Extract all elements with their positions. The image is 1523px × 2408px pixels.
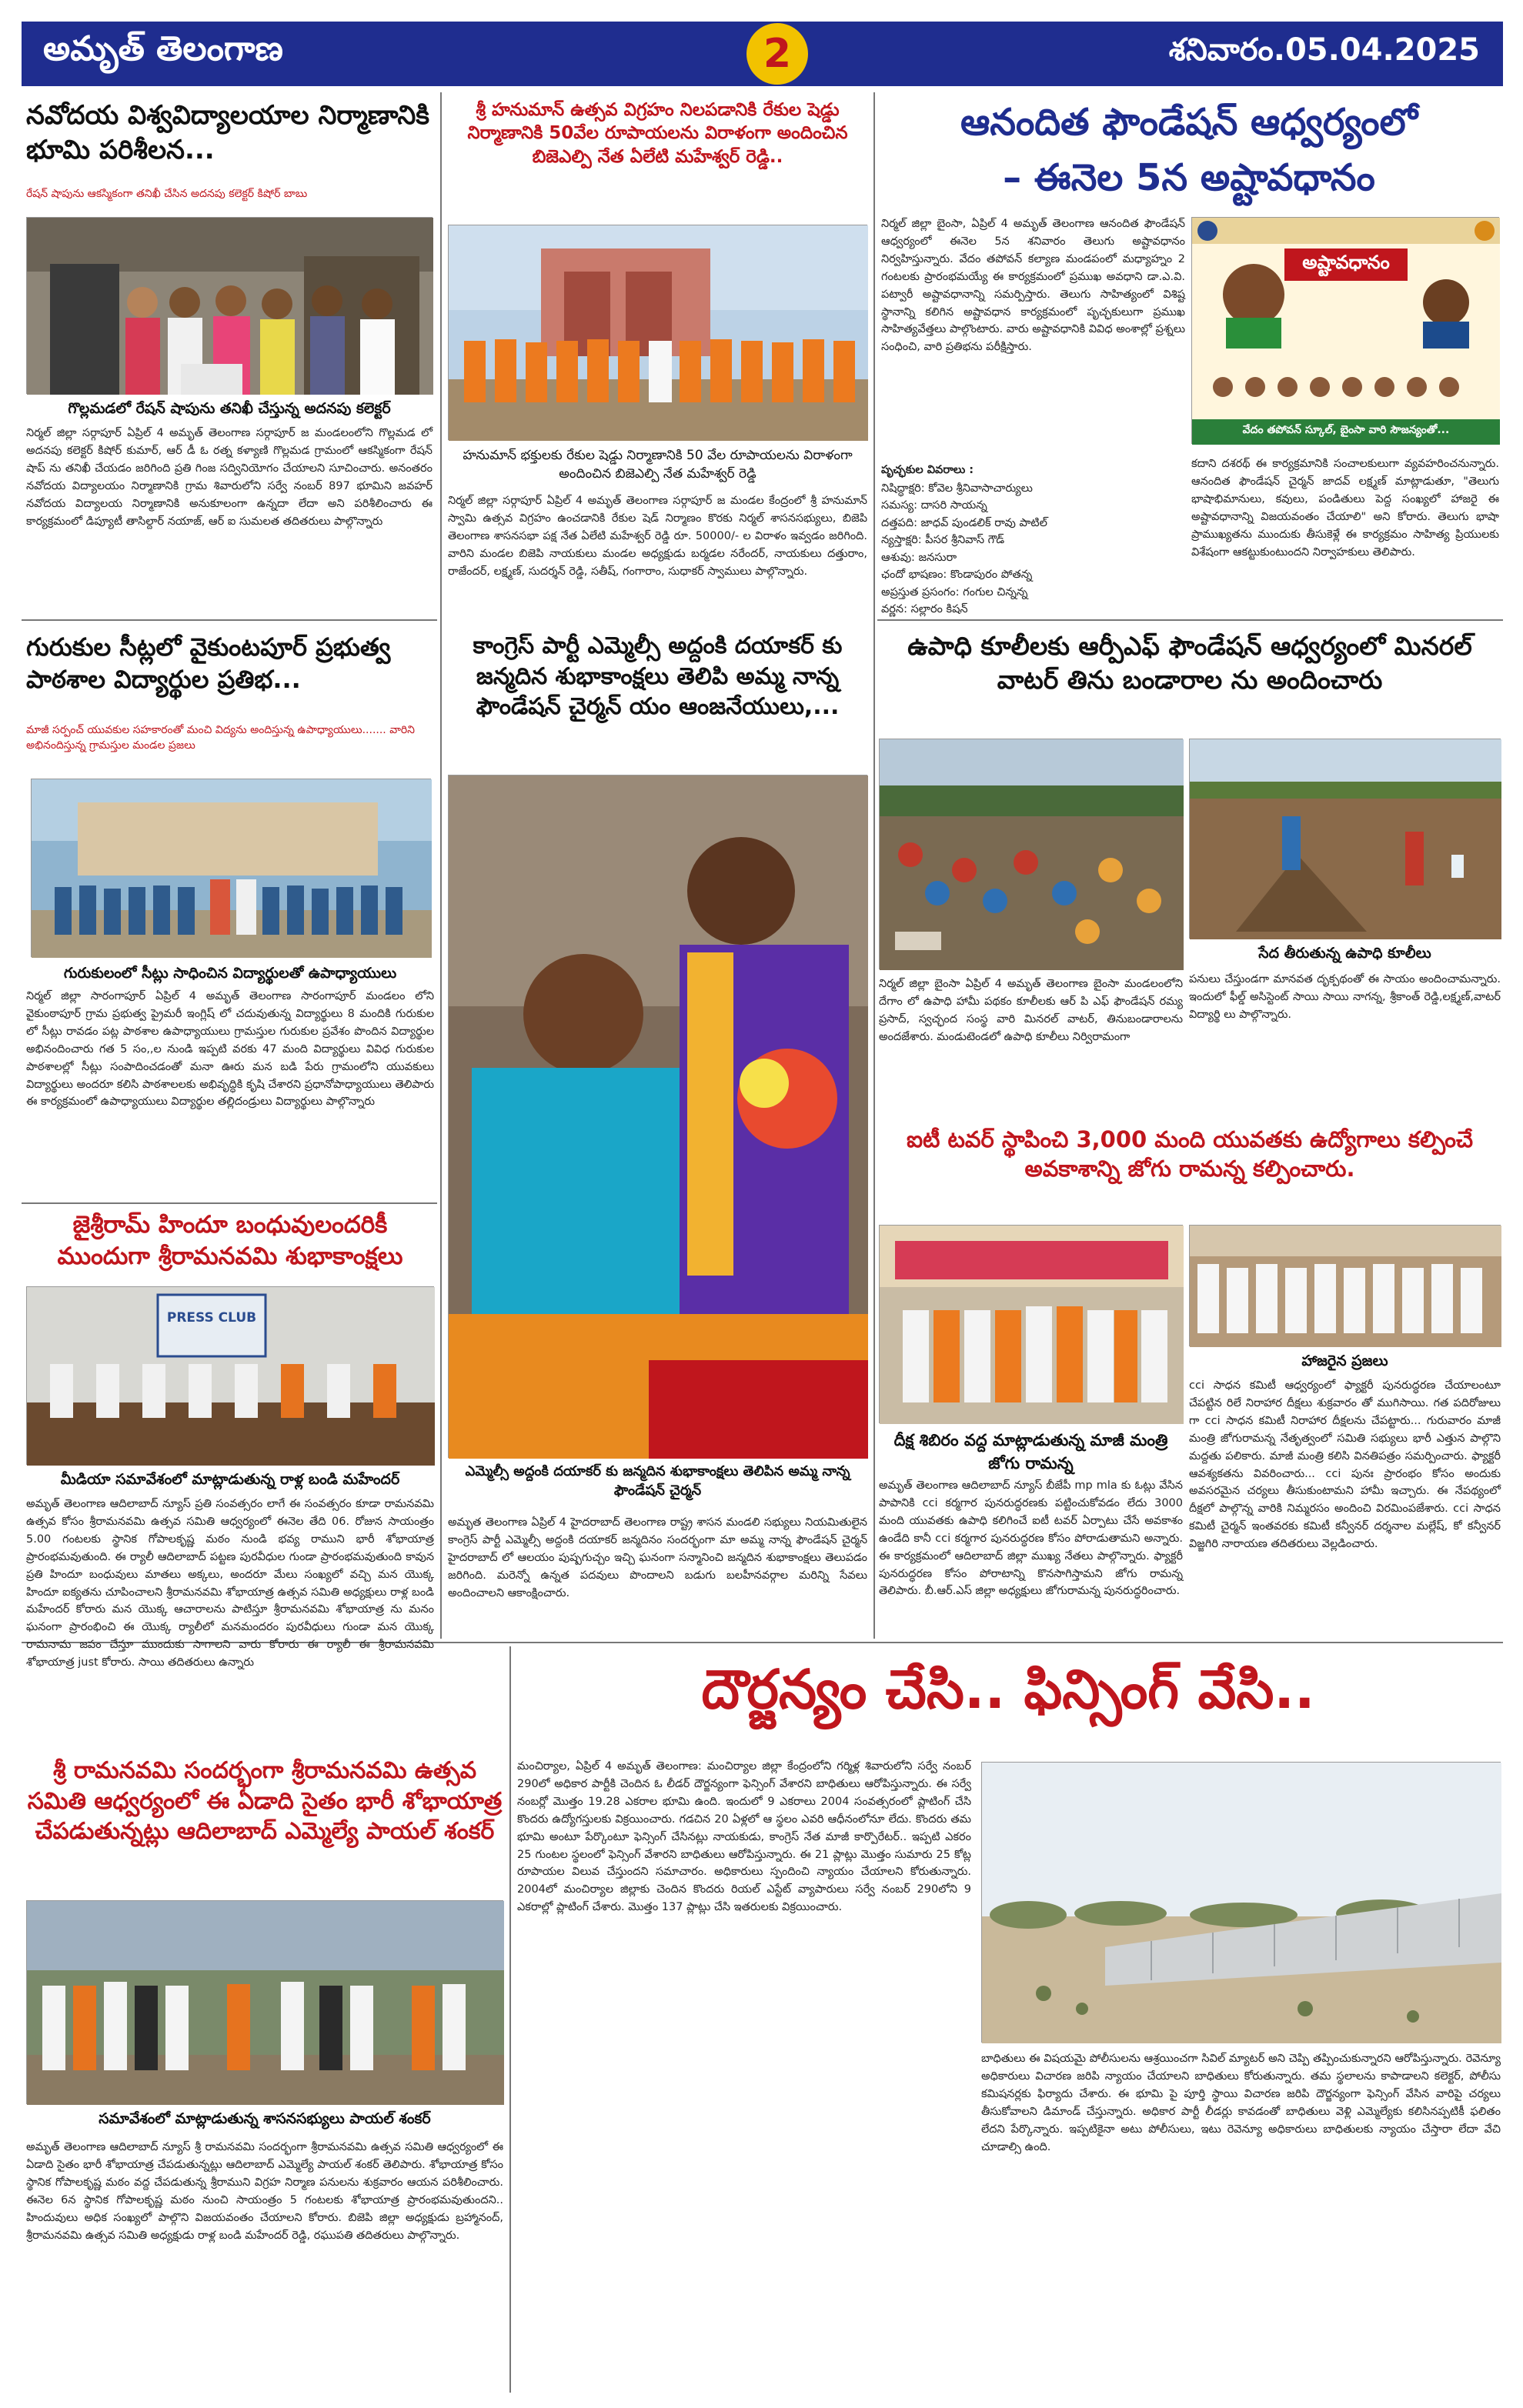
story-byline: మాజీ సర్పంచ్ యువకుల సహకారంతో మంచి విద్యను అందిస్తున్న ఉపాధ్యాయులు....... వారిని అభినందిస్తున్న గ్రామస్తుల మండల ప్రజలు xyxy=(26,724,415,752)
fenced-land-photo xyxy=(981,1762,1501,2043)
story-headline: జైశ్రీరామ్ హిందూ బంధువులందరికీ ముందుగా శ్రీరామనవమి శుభాకాంక్షలు xyxy=(57,1211,403,1270)
story-body: అమృత తెలంగాణ ఏప్రిల్ 4 హైదరాబాద్ తెలంగాణ రాష్ట్ర శాసన మండలి సభ్యులు నియమితులైన కాంగ్రెస్ పార్టీ ఎమ్మెల్సీ అద్దంకి దయాకర్ జన్మదినం సందర్భంగా మా అమ్మ నాన్న ఫౌండేషన్ చైర్మన్ హైదరాబాద్ లో ఆలయం పుష్పగుచ్చం ఇచ్చి ఘనంగా సన్మానించి జన్మదిన శుభాకాంక్షలు తెలుపడం జరిగింది. మరెన్నో ఉన్నత పదవులు పొందాలని బడుగు బలహీనవర్గాల మరిన్ని సేవలు అందించాలని ఆకాంక్షించారు. xyxy=(448,1516,867,1599)
mla-meeting-photo xyxy=(26,1900,503,2104)
avadhanam-poster xyxy=(1191,217,1499,444)
photo-caption: గురుకులంలో సీట్లు సాధించిన విద్యార్థులతో ఉపాధ్యాయులు xyxy=(63,965,397,982)
issue-date: శనివారం.05.04.2025 xyxy=(1168,32,1480,68)
page-number: 2 xyxy=(746,23,808,85)
story-body: cci సాధన కమిటీ ఆధ్వర్యంలో ఫ్యాక్టరీ పునరుద్ధరణ చేయాలంటూ చేపట్టిన రిలే నిరాహార దీక్షలు శుక్రవారం తో ముగిసాయి. గత పదిరోజులు గా cci సాధన కమిటీ నిరాహార దీక్షలను చేపట్టారు... గురువారం మాజీ మంత్రి జోగురామన్న నేతృత్వంలో సమితి సభ్యులు భారీ ఎత్తున పాల్గొని మద్దతు పలికారు. మాజీ మంత్రి కలిసి వినతిపత్రం సమర్పించారు. ఫ్యాక్టరీ ఆవశ్యకతను వివరించారు... cci పునః ప్రారంభం కోసం అందుకు అవసరమైన చర్యలు తీసుకుంటామని హామీ ఇచ్చారు. ఈ నేపథ్యంలో దీక్షలో పాల్గొన్న వారికి నిమ్మరసం అందించి విరమింపజేశారు. cci సాధన కమిటీ చైర్మన్ ఇంతవరకు కమిటీ కన్వీనర్ దర్శనాల మల్లేష్, కో కన్వీనర్ విజ్జగిరి నారాయణ తదితరులు వెల్లడించారు. xyxy=(1189,1379,1501,1551)
story-headline: దౌర్జన్యం చేసి.. ఫిన్సింగ్ వేసి.. xyxy=(701,1658,1315,1721)
section-rule xyxy=(22,619,437,621)
role-item: దత్తపది: జాధవ్ పుండలిక్ రావు పాటిల్ xyxy=(881,516,1047,529)
role-item: వర్ణన: సల్లారం కిషన్ xyxy=(881,603,968,616)
story-headline: నవోదయ విశ్వవిద్యాలయాల నిర్మాణానికి భూమి పరిశీలన... xyxy=(26,100,430,165)
story-headline: శ్రీ హనుమాన్ ఉత్సవ విగ్రహం నిలపడానికి రేకుల షెడ్డు నిర్మాణానికి 50వేల రూపాయలను విరాళంగా అందించిన బిజెఎల్పి నేత ఏలేటి మహేశ్వర్ రెడ్డి.. xyxy=(467,100,848,167)
role-item: ఛందో భాషణం: కొండాపురం పోతన్న xyxy=(881,569,1033,582)
story-body: బాధితులు ఈ విషయమై పోలీసులను ఆశ్రయించగా సివిల్ మ్యాటర్ అని చెప్పి తప్పించుకున్నారని ఆరోపిస్తున్నారు. రెవెన్యూ అధికారులు విచారణ జరిపి న్యాయం చేయాలని బాధితులు కోరుతున్నారు. తమ స్థలాలను కాపాడాలని కలెక్టర్, పోలీసు కమిషనర్లకు ఫిర్యాదు చేశారు. ఈ భూమి పై పూర్తి స్థాయి విచారణ జరిపి దౌర్జన్యంగా ఫెన్సింగ్ వేసిన వారిపై చర్యలు తీసుకోవాలని డిమాండ్ చేస్తున్నారు. అధికార పార్టీ లీడర్లు కావడంతో బాధితులు వెళ్లి ఎమ్మెల్యేకు కలిసినప్పటికీ ఫలితం లేదని పేర్కొన్నారు. ఇప్పటికైనా అటు పోలీసులు, ఇటు రెవెన్యూ అధికారులు బాధితులకు న్యాయం చేస్తారా లేదా వేచి చూడాల్సి ఉంది. xyxy=(981,2053,1501,2153)
story-body: అమృత్ తెలంగాణ ఆదిలాబాద్ న్యూస్ బీజేపీ mp mla కు ఓట్లు వేసిన పాపానికి cci కర్మగార పునరుద్ధరణకు పట్టించుకోవడం లేదు 3000 మంది యువతకు ఉపాధి కలిగించే ఐటీ టవర్ ఏర్పాటు చేసే అవకాశం ఉండేది కానీ cci కర్మగార పునరుద్ధరణ కోసం పోరాడుతామని అన్నారు. ఈ కార్యక్రమంలో ఆదిలాబాద్ జిల్లా ముఖ్య నేతలు పాల్గొన్నారు. ఫ్యాక్టరీ పునరుద్ధరణ కోసం పోరాటాన్ని కొనసాగిస్తామని జోగు రామన్న తెలిపారు. బీ.ఆర్.ఎస్ జిల్లా అధ్యక్షులు జోగురామన్న పునరుద్ధరించారు. xyxy=(879,1479,1183,1598)
story-headline: ఆనందిత ఫౌండేషన్ ఆధ్వర్యంలో xyxy=(960,101,1418,144)
column-rule xyxy=(509,1646,511,2393)
press-club-banner: PRESS CLUB xyxy=(166,1310,257,1326)
masthead xyxy=(22,22,1503,86)
photo-caption: దీక్ష శిబిరం వద్ద మాట్లాడుతున్న మాజీ మంత్రి జోగు రామన్న xyxy=(893,1431,1168,1472)
story-body: పనులు చేస్తుండగా మానవత దృక్పథంతో ఈ సాయం అందించామన్నారు. ఇందులో ఫీల్డ్ అసిస్టెంట్ సాయి సాయి నాగన్న, శ్రీకాంత్ రెడ్డి,లక్ష్మణ్,వాటర్ విద్యార్థి లు పాల్గొన్నారు. xyxy=(1189,973,1501,1021)
poster-footer: వేదం తపోవన్ స్కూల్, బైంసా వారి సౌజన్యంతో... xyxy=(1242,424,1450,436)
photo-caption: ఎమ్మెల్సీ అద్దంకి దయాకర్ కు జన్మదిన శుభాకాంక్షలు తెలిపిన అమ్మ నాన్న ఫౌండేషన్ చైర్మన్ xyxy=(465,1463,850,1499)
story-body: నిర్మల్ జిల్లా సారంగాపూర్ ఏప్రిల్ 4 అమృత్ తెలంగాణ సారంగాపూర్ మండలం లోని వైకుంఠాపూర్ గ్రామ ప్రభుత్వ ప్రైమరీ ఇంగ్లిష్ లో చదువుతున్న విద్యార్థులు 8 మందికి గురుకుల లో సీట్లు రావడం పట్ల పాఠశాల ఉపాధ్యాయులు గ్రామస్తుల గురుకుల ప్రవేశం పొందిన విద్యార్థుల అభినందించారు గత 5 సం,,ల నుండి ఇప్పటి వరకు 47 మంది విద్యార్థులు వివిధ గురుకుల పాఠశాలల్లో సీట్లు సంపాదించడంతో మనా ఊరు మన బడి పేరు గ్రామంలోని యువకులు విద్యార్థులు అందరూ కలిసి పాఠశాలలకు అభివృద్ధికి కృషి చేశారని ప్రధానోపాధ్యాయులు తెలిపారు ఈ కార్యక్రమంలో ఉపాధ్యాయులు విద్యార్థుల తల్లిదండ్రులు విద్యార్థులు పాల్గొన్నారు xyxy=(26,990,434,1109)
story-body: మంచిర్యాల, ఏప్రిల్ 4 అమృత్ తెలంగాణ: మంచిర్యాల జిల్లా కేంద్రంలోని గర్మిళ్ల శివారులోని సర్వే నంబర్ 290లో అధికార పార్టీకి చెందిన ఓ లీడర్ దౌర్జన్యంగా ఫెన్సింగ్ వేశారని బాధితులు ఆరోపిస్తున్నారు. ఈ సర్వే నంబర్లో మొత్తం 19.28 ఎకరాల భూమి ఉంది. ఇందులో 9 ఎకరాలు 2004 సంవత్సరంలో ప్లాటింగ్ చేసి కొందరు ఉద్యోగస్తులకు విక్రయించారు. గడచిన 20 ఏళ్లలో ఆ స్థలం ఎవరి ఆధీనంలోనూ లేదు. కొందరు తమ భూమి అంటూ పేర్కొంటూ ఫెన్సింగ్ చేసినట్లు నాయకుడు, కాంగ్రెస్ నేత మాజీ కార్పొరేటర్.. ఇప్పటి ఎకరం 25 గుంటల స్థలంలో ఫెన్సింగ్ వేశారని బాధితులు ఆరోపిస్తున్నారు. ఈ 21 ప్లాట్లు మొత్తం సుమారు 25 కోట్ల రూపాయల విలువ చేస్తుందని సమాచారం. అధికారులు స్పందించి న్యాయం చేయాలని కోరుతున్నారు. 2004లో మంచిర్యాల జిల్లాకు చెందిన కొందరు రియల్ ఎస్టేట్ వ్యాపారులు సర్వే నంబర్ 290లోని 9 ఎకరాల్లో ప్లాటింగ్ చేశారు. మొత్తం 137 ప్లాట్లు చేసి ఇతరులకు విక్రయించారు. xyxy=(517,1760,971,1914)
role-item: సమస్య: దాసరి సాయన్న xyxy=(881,499,987,512)
role-item: న్యస్తాక్షరి: పీసర శ్రీనివాస్ గౌడ్ xyxy=(881,534,1005,547)
role-item: అప్రస్తుత ప్రసంగం: గంగుల చిన్నన్న xyxy=(881,585,1028,599)
work-site-photo xyxy=(1189,739,1501,939)
story-headline: కాంగ్రెస్ పార్టీ ఎమ్మెల్సీ అద్దంకి దయాకర్ కు జన్మదిన శుభాకాంక్షలు తెలిపి అమ్మ నాన్న ఫౌండేషన్ చైర్మన్ యం ఆంజనేయులు,... xyxy=(473,632,843,721)
press-club-photo xyxy=(26,1286,434,1465)
story-body: కదాని దశరథ్ ఈ కార్యక్రమానికి సంచాలకులుగా వ్యవహరించనున్నారు. ఆనందిత ఫౌండేషన్ చైర్మన్ జాదవ్ లక్ష్మణ్ మాట్లాడుతూ, "తెలుగు భాషాభిమానులు, కవులు, పండితులు పెద్ద సంఖ్యలో హాజరై ఈ అష్టావధానాన్ని విజయవంతం చేయాలి" అని కోరారు. తెలుగు భాషా ప్రాముఖ్యతను ముందుకు తీసుకెళ్లే ఈ కార్యక్రమం సాహిత్య ప్రియులకు విశేషంగా ఆకట్టుకుంటుందని నిర్వాహకులు తెలిపారు. xyxy=(1191,458,1499,559)
story-body: నిర్మల్ జిల్లా సర్గాపూర్ ఏప్రిల్ 4 అమృత్ తెలంగాణ సర్గాపూర్ జ మండల కేంద్రంలో శ్రీ హనుమాన్ స్వామి ఉత్సవ విగ్రహం ఉంచడానికి రేకుల షెడ్ నిర్మాణం కొరకు నిర్మల్ శాసనసభ్యులు, బిజెపి తెలంగాణ శాసనసభా పక్ష నేత ఏలేటి మహేశ్వర్ రెడ్డి రూ. 50000/- ల విరాళం ఇవ్వడం జరిగింది. వారిని మండల బిజెపి నాయకులు మండల అధ్యక్షుడు బర్మడల నరేందర్, నాయకులు దత్తురాం, రాజేందర్, లక్ష్మణ్, సుదర్శన్ రెడ్డి, సతీష్, గంగారాం, సుధాకర్ స్వాములు పాల్గొన్నారు. xyxy=(448,495,867,578)
story-body: నిర్మల్ జిల్లా సర్గాపూర్ ఏప్రిల్ 4 అమృత్ తెలంగాణ సర్గాపూర్ జ మండలంలోని గొల్లమడ లో అదనపు కలెక్టర్ కిషోర్ కుమార్, ఆర్ డీ ఓ రత్న కళ్యాణి గొల్లమడ గ్రామంలో ఆకస్మికంగా రేషన్ షాప్ ను తనిఖీ చేయడం జరిగింది ప్రతి గింజ సద్వినియోగం చేయాలని సూచించారు. అనంతరం నవోదయ విద్యాలయం నిర్మాణానికి గ్రామ శివారులోని సర్వే నంబర్ 897 భూమిని జవహర్ నవోదయ విద్యాలయ నిర్మాణానికి అనుకూలంగా ఉన్నదా లేదా అని పరిశీలించారు ఈ కార్యక్రమంలో డిప్యూటీ తాసిల్దార్ నయాజ్, ఆర్ ఐ సుమలత తదితరులు పాల్గొన్నారు xyxy=(26,427,433,528)
gurukul-students-photo xyxy=(31,779,431,957)
role-item: నిషిద్ధాక్షరి: కోవెల శ్రీనివాసాచార్యులు xyxy=(881,482,1033,495)
paper-name: అమృత్ తెలంగాణ xyxy=(43,29,283,68)
story-headline: గురుకుల సీట్లలో వైకుంటపూర్ ప్రభుత్వ పాఠశాల విద్యార్థుల ప్రతిభ... xyxy=(26,632,391,695)
photo-caption: సమావేశంలో మాట్లాడుతున్న శాసనసభ్యులు పాయల్ శంకర్ xyxy=(99,2110,431,2127)
hanuman-temple-photo xyxy=(448,225,867,440)
story-headline: – ఈనెల 5న అష్టావధానం xyxy=(1003,156,1375,199)
story-body: నిర్మల్ జిల్లా బైంసా, ఏప్రిల్ 4 అమృత్ తెలంగాణ ఆనందిత ఫౌండేషన్ ఆధ్వర్యంలో ఈనెల 5న శనివారం తెలుగు అష్టావధానం నిర్వహిస్తున్నారు. వేదం తపోవన్ కల్యాణ మండపంలో మధ్యాహ్నం 2 గంటలకు ప్రారంభమయ్యే ఈ కార్యక్రమంలో ప్రముఖ అవధాని డా.ఎ.వి. పట్వారీ అష్టావధానాన్ని సమర్పిస్తారు. తెలుగు సాహిత్యంలో విశిష్ట స్థానాన్ని కలిగిన అష్టావధాన కార్యక్రమంలో పృచ్ఛకులుగా ప్రముఖ సాహిత్యవేత్తలు పాల్గొంటారు. వారు అష్టావధానికి వివిధ అంశాల్లో ప్రశ్నలు సంధించి, వారి ప్రతిభను పరీక్షిస్తారు. xyxy=(881,218,1185,354)
story-headline: శ్రీ రామనవమి సందర్భంగా శ్రీరామనవమి ఉత్సవ సమితి ఆధ్వర్యంలో ఈ ఏడాది సైతం భారీ శోభాయాత్ర చేపడుతున్నట్లు ఆదిలాబాద్ ఎమ్మెల్యే పాయల్ శంకర్ xyxy=(27,1757,503,1846)
column-rule xyxy=(440,92,442,1639)
story-headline: ఐటీ టవర్ స్థాపించి 3,000 మంది యువతకు ఉద్యోగాలు కల్పించే అవకాశాన్ని జోగు రామన్న కల్పించారు. xyxy=(906,1126,1474,1182)
story-body: అమృత్ తెలంగాణ ఆదిలాబాద్ న్యూస్ ప్రతి సంవత్సరం లాగే ఈ సంవత్సరం కూడా రామనవమి ఉత్సవ కోసం శ్రీరామనవమి ఉత్సవ సమితి ఆధ్వర్యంలో ఈనెల తేది 06. రోజున సాయంత్రం 5.00 గంటలకు స్థానిక గోపాలకృష్ణ మఠం నుండి భవ్య రాముని భారీ శోభాయాత్ర ప్రారంభమవుతుంది. ఈ ర్యాలీ ఆదిలాబాద్ పట్టణ పురవీధుల గుండా ప్రారంభమవుతుంది కావున ప్రతి హిందూ బంధువులు మాతలు అక్కలు, అందరూ మేలు సంఖ్యలో వచ్చి మన యొక్క హిందూ ఐక్యతను చూపించాలని శ్రీరామనవమి శోభాయాత్ర ఉత్సవ సమితి అధ్యక్షులు రాళ్ల బండి మహేందర్ కోరారు మన యొక్క ఆచారాలను పాటిస్తూ శ్రీరామనవమి శోభాయాత్ర ను మనం ఘనంగా ప్రారంభించి ఈ యొక్క ర్యాలీలో మనమందరం పురవీధులు గుండా మన యొక్క రామనామ జపం చేస్తూ ముందుకు సాగాలని వారు కోరారు ఈ ర్యాలీ ఈ శ్రీరామనవమి శోభాయాత్ర just కోరారు. సాయి తదితరులు ఉన్నారు xyxy=(26,1498,434,1669)
story-byline: రేషన్ షాపును ఆకస్మికంగా తనిఖీ చేసిన అదనపు కలెక్టర్ కిషోర్ బాబు xyxy=(26,188,308,200)
story-body: అమృత్ తెలంగాణ ఆదిలాబాద్ న్యూస్ శ్రీ రామనవమి సందర్భంగా శ్రీరామనవమి ఉత్సవ సమితి ఆధ్వర్యంలో ఈ ఏడాది సైతం భారీ శోభాయాత్ర చేపడుతున్నట్లు ఆదిలాబాద్ ఎమ్మెల్యే పాయల్ శంకర్ తెలిపారు. శోభాయాత్ర కోసం స్థానిక గోపాలకృష్ణ మఠం వద్ద చేపడుతున్న శ్రీరాముని విగ్రహ నిర్మాణ పనులను శుక్రవారం ఆయన పరిశీలించారు. ఈనెల 6న స్థానిక గోపాలకృష్ణ మఠం నుంచి సాయంత్రం 5 గంటలకు శోభాయాత్ర ప్రారంభమవుతుందని.. హిందువులు అధిక సంఖ్యలో పాల్గొని విజయవంతం చేయాలని కోరారు. బిజెపి జిల్లా అధ్యక్షుడు బ్రహ్మానంద్, శ్రీరామనవమి ఉత్సవ సమితి అధ్యక్షుడు రాళ్ల బండి మహేందర్ రెడ్డి, రఘుపతి తదితరులు పాల్గొన్నారు. xyxy=(26,2141,503,2242)
workers-resting-photo xyxy=(879,739,1183,969)
photo-caption: మీడియా సమావేశంలో మాట్లాడుతున్న రాళ్ల బండి మహేందర్ xyxy=(60,1471,400,1488)
photo-caption: గొల్లమడలో రేషన్ షాపును తనిఖీ చేస్తున్న అదనపు కలెక్టర్ xyxy=(68,400,391,417)
column-rule xyxy=(873,92,875,1639)
role-item: ఆశువు: జనసురా xyxy=(881,551,957,564)
deeksha-camp-photo xyxy=(879,1225,1183,1423)
photo-caption: సేద తీరుతున్న ఉపాధి కూలీలు xyxy=(1258,945,1431,962)
story-headline: ఉపాధి కూలీలకు ఆర్పీఎఫ్ ఫౌండేషన్ ఆధ్వర్యంలో మినరల్ వాటర్ తిను బండారాల ను అందించారు xyxy=(907,631,1472,695)
photo-caption: హాజరైన ప్రజలు xyxy=(1301,1352,1388,1369)
birthday-greeting-photo xyxy=(448,775,867,1458)
photo-caption: హనుమాన్ భక్తులకు రేకుల షెడ్డు నిర్మాణానికి 50 వేల రూపాయలను విరాళంగా అందించిన బిజెఎల్పి నేత మహేశ్వర్ రెడ్డి xyxy=(463,448,853,482)
section-rule xyxy=(877,619,1503,621)
ration-shop-photo xyxy=(26,217,433,394)
audience-photo xyxy=(1189,1225,1501,1346)
poster-title: అష్టావధానం xyxy=(1302,252,1390,273)
roles-list xyxy=(881,480,1185,619)
story-body: నిర్మల్ జిల్లా బైంసా ఏప్రిల్ 4 అమృత్ తెలంగాణ బైంసా మండలంలోని దేగాం లో ఉపాధి హామీ పథకం కూలీలకు ఆర్ పి ఎఫ్ ఫౌండేషన్ రమ్య ప్రసాద్, స్వచ్ఛంద సంస్థ వారి మినరల్ వాటర్, తినుబండారాలను అందజేశారు. మండుటెండలో ఉపాధి కూలీలు నిర్విరామంగా xyxy=(879,978,1183,1043)
roles-title: పృచ్ఛకుల వివరాలు : xyxy=(881,464,974,476)
section-rule xyxy=(22,1202,437,1204)
